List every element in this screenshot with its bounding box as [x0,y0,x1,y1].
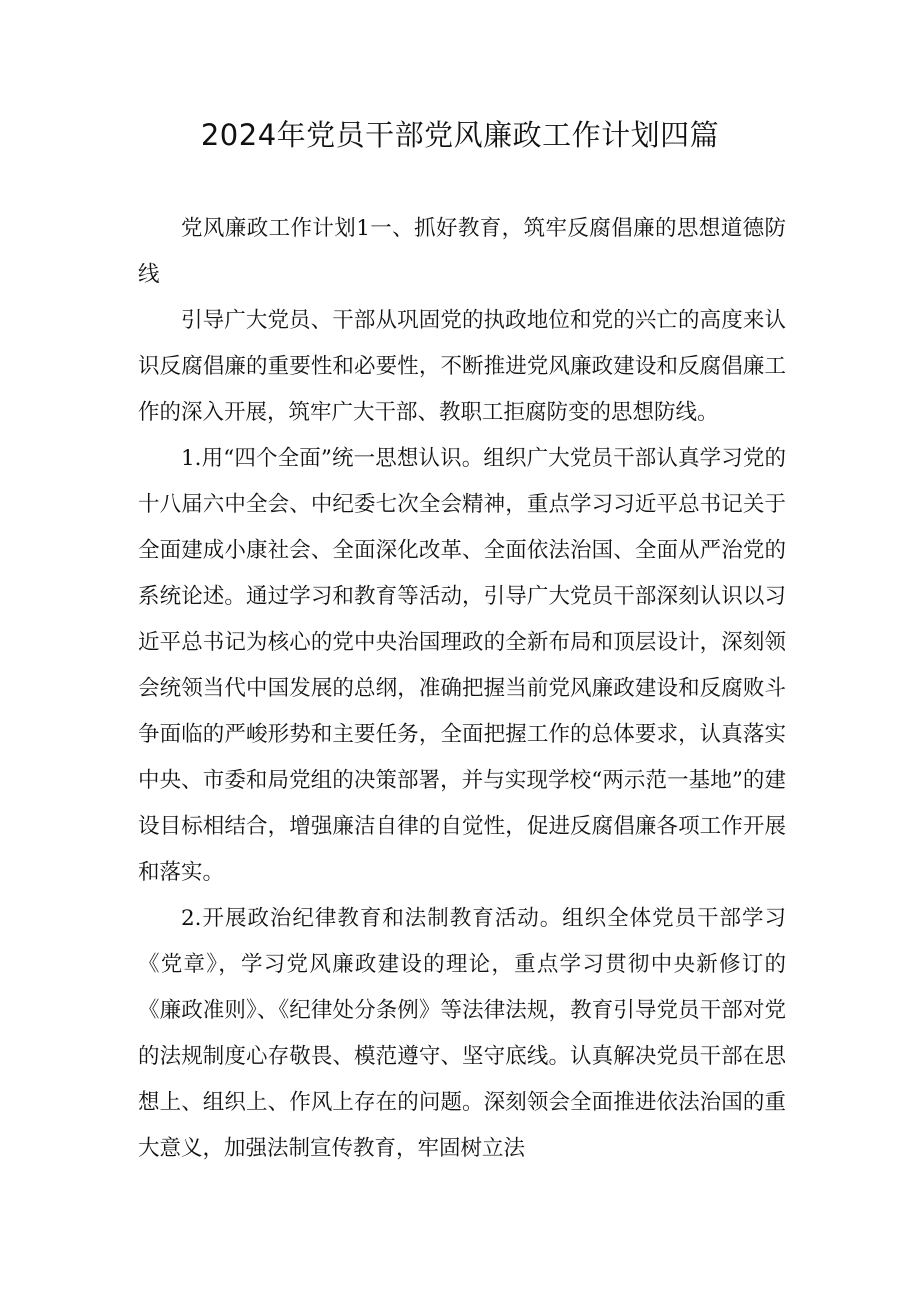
paragraph-guidance: 引导广大党员、干部从巩固党的执政地位和党的兴亡的高度来认识反腐倡廉的重要性和必要性，不断推进党风廉政建设和反腐倡廉工作的深入开展，筑牢广大干部、教职工拒腐防变的思想防线。 [138,308,786,425]
paragraph-item-1: 1.用“四个全面”统一思想认识。组织广大党员干部认真学习党的十八届六中全会、中纪委七次全会精神，重点学习习近平总书记关于全面建成小康社会、全面深化改革、全面依法治国、全面从严治党的系统论述。通过学习和教育等活动，引导广大党员干部深刻认识以习近平总书记为核心的党中央治国理政的全新布局和顶层设计，深刻领会统领当代中国发展的总纲，准确把握当前党风廉政建设和反腐败斗争面临的严峻形势和主要任务，全面把握工作的总体要求，认真落实中央、市委和局党组的决策部署，并与实现学校“两示范一基地”的建设目标相结合，增强廉洁自律的自觉性，促进反腐倡廉各项工作开展和落实。 [138,446,786,885]
paragraph-intro-heading: 党风廉政工作计划1一、抓好教育，筑牢反腐倡廉的思想道德防线 [138,216,786,287]
document-title: 2024年党员干部党风廉政工作计划四篇 [200,118,720,152]
paragraph-item-2: 2.开展政治纪律教育和法制教育活动。组织全体党员干部学习《党章》，学习党风廉政建设的理论，重点学习贯彻中央新修订的《廉政准则》、《纪律处分条例》等法律法规，教育引导党员干部对党的法规制度心存敬畏、模范遵守、坚守底线。认真解决党员干部在思想上、组织上、作风上存在的问题。深刻领会全面推进依法治国的重大意义，加强法制宣传教育，牢固树立法 [138,906,786,1161]
document-body [138,206,786,1172]
